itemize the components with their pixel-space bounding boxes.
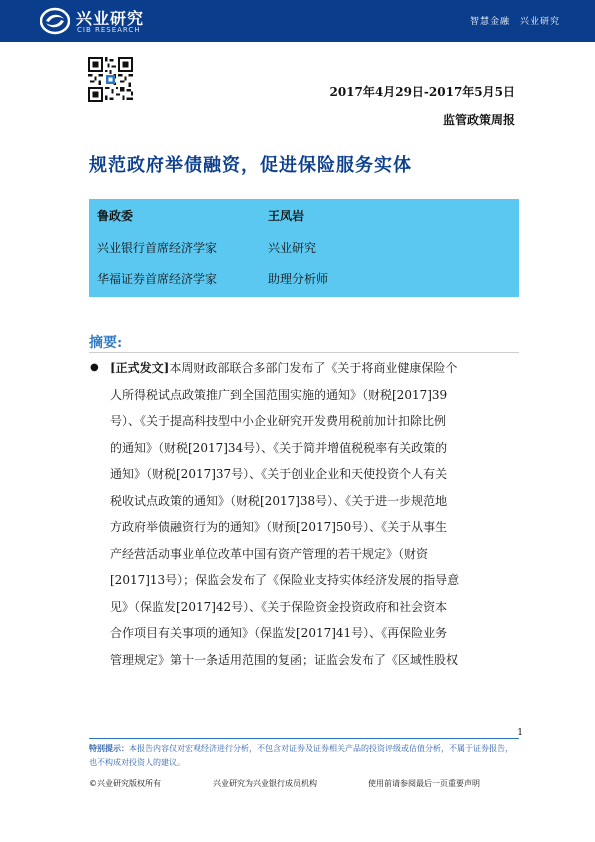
bullet-icon: ● bbox=[90, 362, 99, 373]
abstract-divider bbox=[89, 352, 519, 353]
analyst-affiliation: 兴业银行首席经济学家 bbox=[97, 241, 218, 255]
abstract-heading: 摘要: bbox=[89, 335, 123, 351]
abstract-line: 通知》（财税[2017]37号）、《关于创业企业和天使投资个人有关 bbox=[110, 467, 448, 481]
report-date-range: 2017年4月29日-2017年5月5日 bbox=[329, 85, 515, 99]
abstract-line: 号）、《关于提高科技型中小企业研究开发费用税前加计扣除比例 bbox=[110, 414, 447, 428]
abstract-line: 方政府举债融资行为的通知》（财预[2017]50号）、《关于从事生 bbox=[110, 520, 448, 534]
abstract-line: 管理规定》第十一条适用范围的复函；证监会发布了《区域性股权 bbox=[110, 652, 459, 667]
affiliation-note: 兴业研究为兴业银行成员机构 bbox=[213, 779, 317, 788]
abstract-line: 合作项目有关事项的通知》（保监发[2017]41号）、《再保险业务 bbox=[110, 626, 448, 640]
analyst-role: 华福证券首席经济学家 bbox=[97, 272, 218, 286]
abstract-line: 税收试点政策的通知》（财税[2017]38号）、《关于进一步规范地 bbox=[110, 493, 448, 508]
abstract-line: 产经营活动事业单位改革中国有资产管理的若干规定》（财资 bbox=[110, 546, 429, 561]
analyst-name: 鲁政委 bbox=[97, 209, 134, 223]
qr-code-icon bbox=[88, 57, 133, 102]
abstract-line: 人所得税试点政策推广到全国范围实施的通知》（财税[2017]39 bbox=[110, 387, 448, 402]
report-type: 监管政策周报 bbox=[442, 113, 515, 127]
analyst-box bbox=[89, 199, 519, 297]
important-notice: 使用前请参阅最后一页重要声明 bbox=[368, 779, 480, 788]
header-slogan: 智慧金融 兴业研究 bbox=[469, 17, 560, 27]
footer-divider bbox=[89, 738, 519, 739]
page-number: 1 bbox=[517, 728, 523, 738]
section-tag: [正式发文] bbox=[110, 361, 170, 375]
abstract-line: 见》（保监发[2017]42号）、《关于保险资金投资政府和社会资本 bbox=[110, 599, 448, 614]
abstract-line: [正式发文]本周财政部联合多部门发布了《关于将商业健康保险个 bbox=[110, 361, 458, 375]
disclaimer-label: 特别提示： bbox=[89, 744, 129, 753]
disclaimer bbox=[89, 742, 519, 770]
abstract-paragraph bbox=[110, 355, 520, 673]
analyst-affiliation: 兴业研究 bbox=[268, 241, 317, 255]
analyst-role: 助理分析师 bbox=[268, 272, 329, 286]
brand-name-english: CIB RESEARCH bbox=[77, 26, 141, 34]
analyst-name: 王凤岩 bbox=[268, 209, 305, 223]
report-title: 规范政府举债融资，促进保险服务实体 bbox=[89, 155, 412, 176]
copyright-notice: ©兴业研究版权所有 bbox=[89, 779, 161, 788]
brand-name: 兴业研究 bbox=[76, 9, 145, 28]
disclaimer-text: 本报告内容仅对宏观经济进行分析，不包含对证券及证券相关产品的投资评级或估值分析，不属于证券报告，也不构成对投资人的建议。 bbox=[89, 744, 513, 767]
abstract-line: [2017]13号）；保监会发布了《保险业支持实体经济发展的指导意 bbox=[110, 573, 460, 587]
cib-logo-icon bbox=[40, 7, 70, 35]
abstract-line: 的通知》（财税[2017]34号）、《关于简并增值税税率有关政策的 bbox=[110, 440, 448, 455]
